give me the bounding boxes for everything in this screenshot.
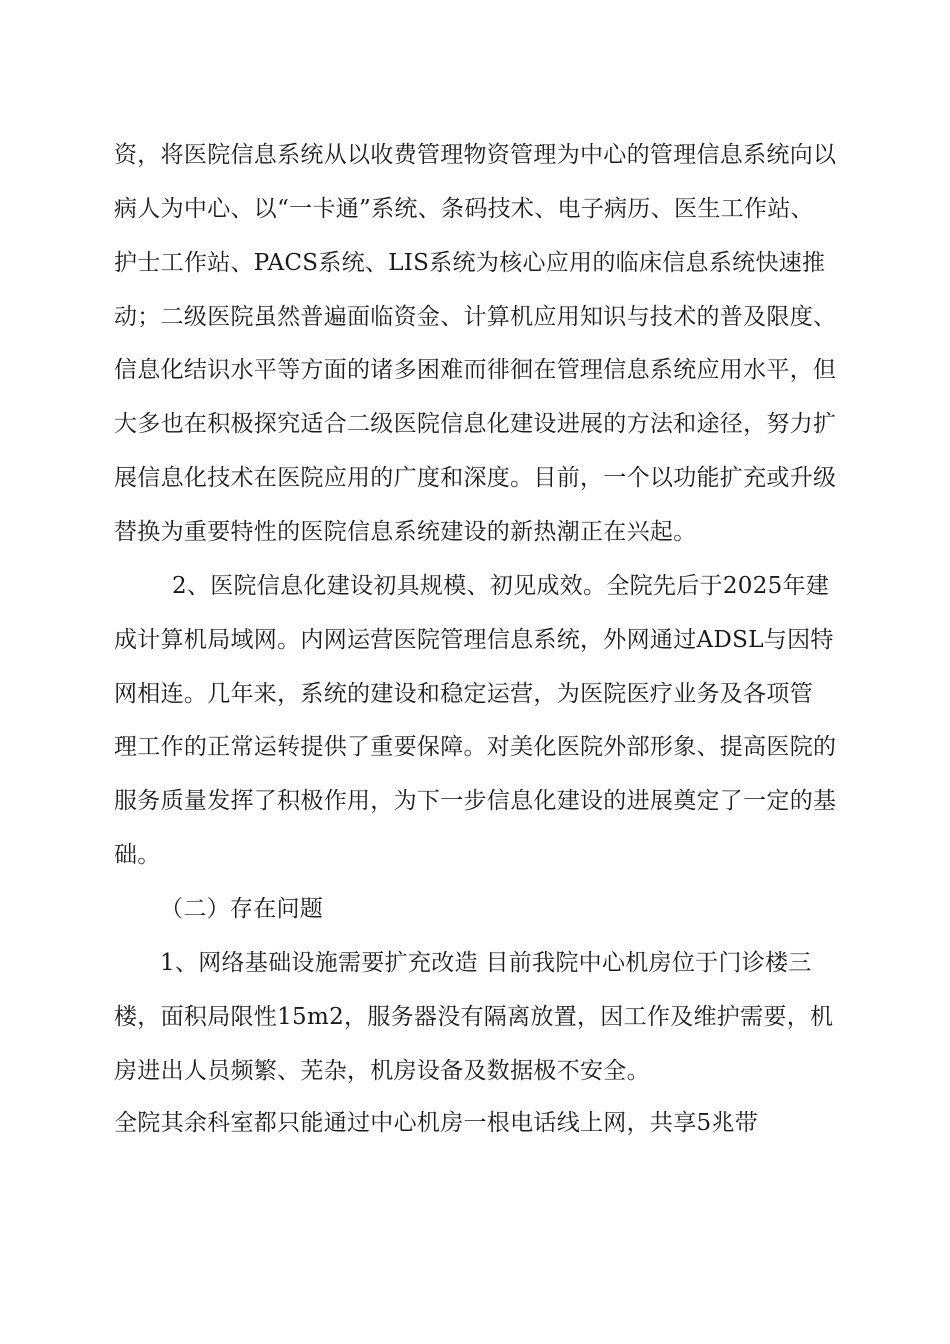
section-heading: （二）存在问题: [160, 896, 324, 922]
paragraph-line: 动；二级医院虽然普遍面临资金、计算机应用知识与技术的普及限度、: [114, 304, 837, 330]
paragraph-line: 资，将医院信息系统从以收费管理物资管理为中心的管理信息系统向以: [114, 142, 837, 168]
paragraph-line: 展信息化技术在医院应用的广度和深度。目前，一个以功能扩充或升级: [114, 465, 837, 491]
paragraph-line: 房进出人员频繁、芜杂，机房设备及数据极不安全。: [114, 1058, 650, 1084]
paragraph-line: 楼，面积局限性15m2，服务器没有隔离放置，因工作及维护需要，机: [114, 1004, 834, 1030]
paragraph-line: 服务质量发挥了积极作用，为下一步信息化建设的进展奠定了一定的基: [114, 788, 837, 814]
paragraph-line: 2、医院信息化建设初具规模、初见成效。全院先后于2025年建: [172, 573, 830, 599]
paragraph-line: 1、网络基础设施需要扩充改造 目前我院中心机房位于门诊楼三: [160, 950, 812, 976]
paragraph-line: 全院其余科室都只能通过中心机房一根电话线上网，共享5兆带: [114, 1110, 759, 1136]
paragraph-line: 信息化结识水平等方面的诸多困难而徘徊在管理信息系统应用水平，但: [114, 357, 837, 383]
paragraph-line: 成计算机局域网。内网运营医院管理信息系统，外网通过ADSL与因特: [114, 627, 834, 653]
paragraph-line: 网相连。几年来，系统的建设和稳定运营，为医院医疗业务及各项管: [114, 681, 813, 707]
paragraph-line: 理工作的正常运转提供了重要保障。对美化医院外部形象、提高医院的: [114, 734, 837, 760]
paragraph-line: 础。: [114, 842, 161, 868]
paragraph-line: 大多也在积极探究适合二级医院信息化建设进展的方法和途径，努力扩: [114, 411, 837, 437]
paragraph-line: 护士工作站、PACS系统、LIS系统为核心应用的临床信息系统快速推: [114, 250, 826, 276]
paragraph-line: 病人为中心、以“一卡通”系统、条码技术、电子病历、医生工作站、: [114, 196, 814, 222]
paragraph-line: 替换为重要特性的医院信息系统建设的新热潮正在兴起。: [114, 519, 697, 545]
